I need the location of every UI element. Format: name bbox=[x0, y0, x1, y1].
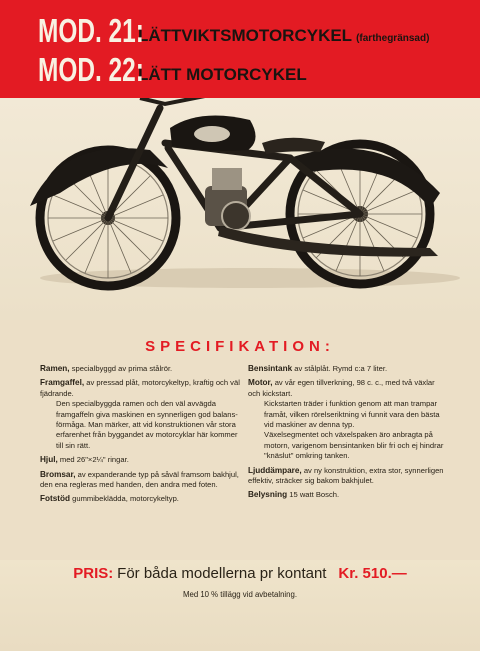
spec-text: av ny konstruktion, extra stor, synnerligen effektiv, sträcker sig bakom bakhjulet. bbox=[248, 465, 444, 486]
price-text: För båda modellerna pr kontant bbox=[117, 565, 327, 582]
spec-item-silencer bbox=[248, 466, 448, 487]
spec-item-frame bbox=[40, 364, 240, 374]
spec-text: gummibeklädda, motorcykeltyp. bbox=[72, 494, 179, 504]
exhaust-muffler bbox=[218, 226, 438, 257]
spec-key: Fotstöd bbox=[40, 494, 71, 504]
spec-key: Hjul, bbox=[40, 455, 58, 465]
price-line bbox=[0, 565, 480, 582]
spec-text: av stålplåt. Rymd c:a 7 liter. bbox=[294, 364, 388, 373]
handlebar bbox=[140, 98, 205, 104]
spec-item-brakes bbox=[40, 470, 240, 491]
model-21-description bbox=[138, 26, 429, 50]
spec-text: av pressad plåt, motorcykeltyp, kraftig och väl fjädrande. bbox=[40, 378, 240, 398]
spec-right-column bbox=[248, 364, 448, 505]
installment-note: Med 10 % tillägg vid avbetalning. bbox=[183, 590, 297, 599]
spec-extra-text: Kickstarten träder i funktion genom att man trampar framåt, vilken rörelseriktning vi funnit vara den bästa vid maskiner av denna typ. bbox=[264, 399, 440, 430]
model-22-line bbox=[38, 51, 307, 87]
model-21-line bbox=[38, 12, 429, 48]
price-label: PRIS: bbox=[73, 565, 114, 582]
model-21-code: MOD. 21: bbox=[38, 12, 144, 49]
motorcycle-illustration bbox=[0, 98, 480, 320]
spec-text: av vår egen tillverkning, 98 c. c., med två växlar och kickstart. bbox=[248, 378, 435, 398]
spec-item-engine bbox=[248, 378, 448, 461]
spec-item-fork bbox=[40, 378, 240, 451]
spec-item-wheels bbox=[40, 455, 240, 465]
model-21-name: LÄTTVIKTSMOTORCYKEL bbox=[138, 26, 353, 45]
header-banner bbox=[0, 0, 480, 98]
spec-key: Ramen, bbox=[40, 364, 70, 373]
spec-left-column bbox=[40, 364, 240, 509]
model-22-code: MOD. 22: bbox=[38, 51, 144, 88]
spec-key: Bromsar, bbox=[40, 469, 76, 479]
spec-text: specialbyggd av prima stålrör. bbox=[71, 364, 173, 373]
spec-key: Motor, bbox=[248, 378, 273, 388]
spec-item-lighting bbox=[248, 490, 448, 500]
spec-text: med 26"×2¼" ringar. bbox=[59, 455, 129, 465]
spec-key: Bensintank bbox=[248, 364, 293, 373]
price-amount: Kr. 510.— bbox=[338, 565, 407, 582]
spec-key: Framgaffel, bbox=[40, 378, 85, 388]
spec-item-footrests bbox=[40, 494, 240, 504]
spec-key: Belysning bbox=[248, 490, 288, 500]
specification-title: SPECIFIKATION: bbox=[145, 338, 335, 355]
spec-extra-text: Växelsegmentet och växelspaken äro anbragta på motorn, varigenom bensintanken blir fri och ej hindrar "knäslut" omkring tanken. bbox=[264, 430, 444, 461]
spec-text: av expanderande typ på såväl framsom bakhjul, den ena regleras med handen, den andra med foten. bbox=[40, 469, 239, 490]
spec-item-fuel-tank bbox=[248, 364, 448, 374]
spec-key: Ljuddämpare, bbox=[248, 465, 302, 475]
engine bbox=[205, 168, 250, 230]
spec-extra-text: Den specialbyggda ramen och den väl avvägda framgaffeln giva maskinen en synnerligen god balans-förmåga. Man märker, att vid konstruktionen vår stora erfarenhet från byggandet av motorcyklar här kommer till sin rätt. bbox=[56, 399, 238, 450]
tank-emblem bbox=[194, 126, 230, 142]
model-21-note: (farthegränsad) bbox=[356, 33, 430, 44]
motorcycle-photo bbox=[0, 98, 480, 320]
seat bbox=[262, 138, 325, 154]
model-22-name: LÄTT MOTORCYKEL bbox=[138, 65, 307, 84]
spec-text: 15 watt Bosch. bbox=[289, 490, 340, 500]
